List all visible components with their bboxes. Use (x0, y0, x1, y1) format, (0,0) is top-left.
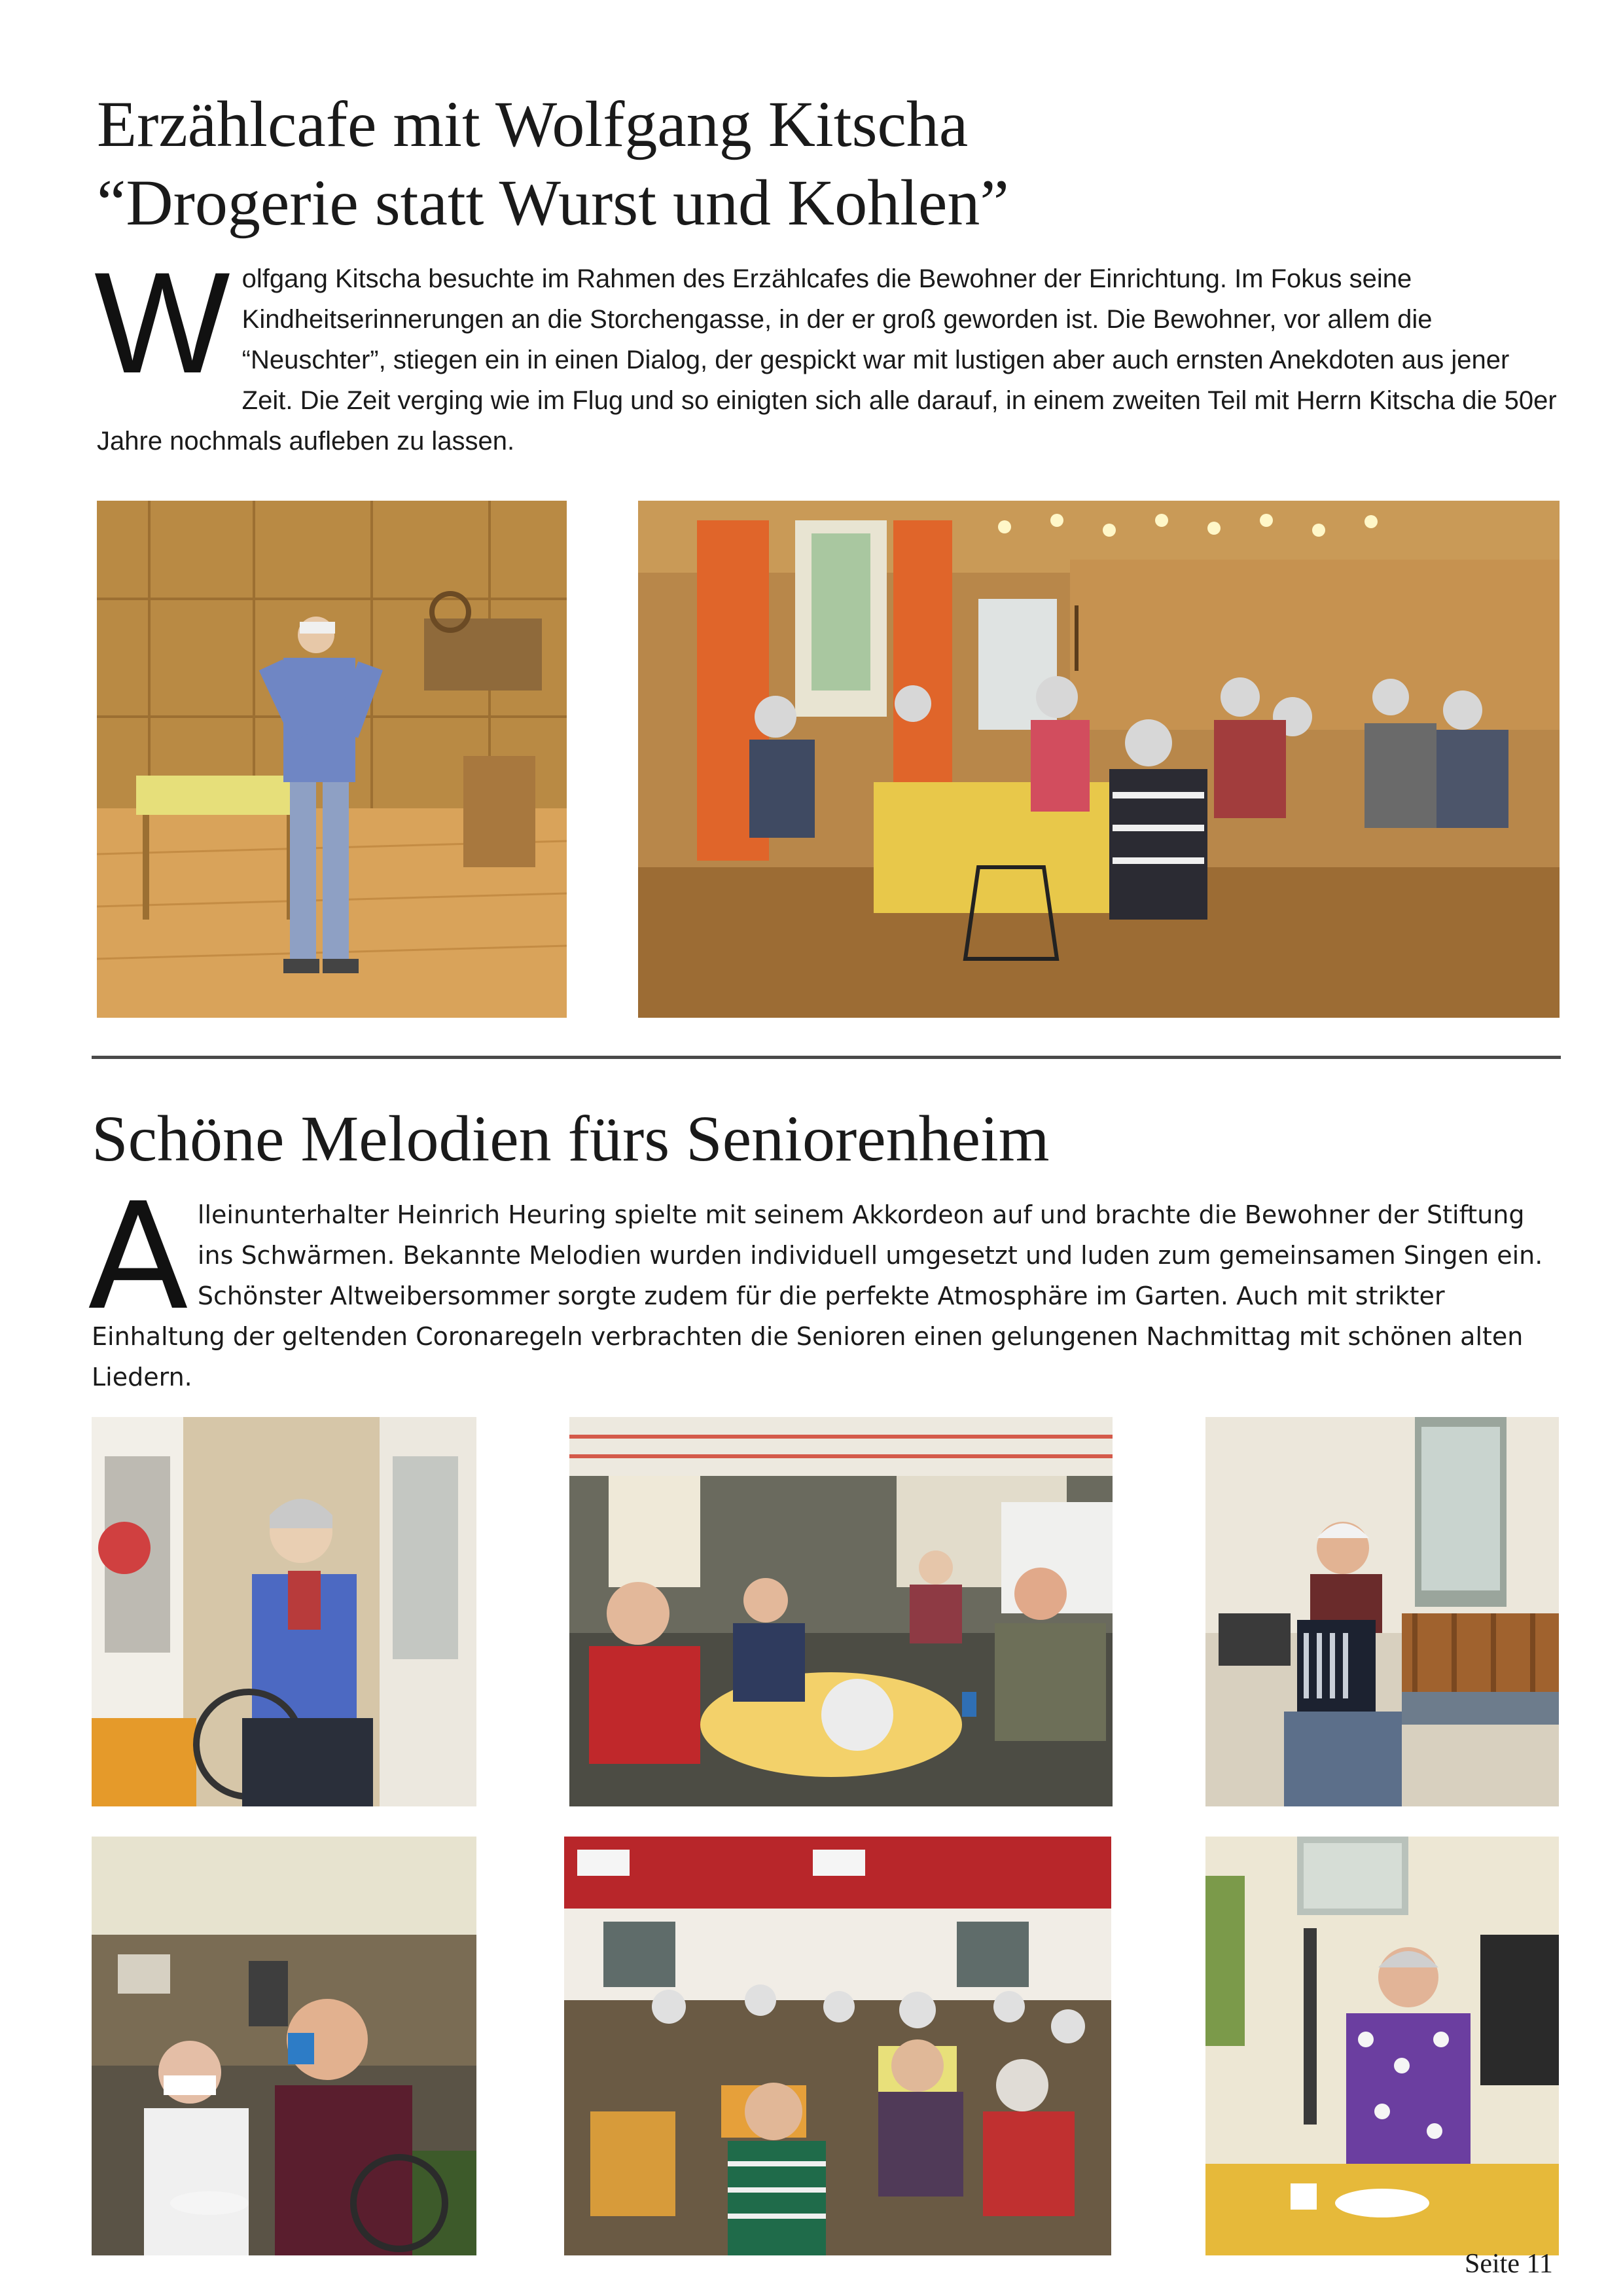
article1-title-line2: “Drogerie statt Wurst und Kohlen” (97, 166, 1009, 239)
page-number: Seite 11 (1465, 2249, 1553, 2279)
photo-audience (638, 501, 1560, 1018)
article2-body (88, 1172, 1561, 1397)
article1-body (94, 242, 1560, 461)
photo-resident-wheelchair (92, 1417, 476, 1806)
article1-paragraph: olfgang Kitscha besuchte im Rahmen des Erzählcafes die Bewohner der Einrichtung. Im Fokus seine Kindheitserinnerungen an die Storchengasse, in der er groß geworden ist. Die Bewohner, vor allem die “Neuschter”, stiegen ein in einen Dialog, der gespickt war mit lustigen aber auch ernsten Anekdoten aus jener Zeit. Die Zeit verging wie im Flug und so einigten sich alle darauf, in einem zweiten Teil mit Herrn Kitscha die 50er Jahre nochmals aufleben zu lassen. (97, 264, 1557, 456)
photo-caregiver-resident (92, 1837, 476, 2255)
photo-group-table (569, 1417, 1113, 1806)
article2-title: Schöne Melodien fürs Seniorenheim (92, 1102, 1050, 1175)
article1-dropcap: W (94, 242, 230, 403)
photo-speaker (97, 501, 567, 1018)
photo-resident-garden (1205, 1837, 1559, 2255)
article2-paragraph: lleinunterhalter Heinrich Heuring spielte mit seinem Akkordeon auf und brachte die Bewohner der Stiftung ins Schwärmen. Bekannte Melodien wurden individuell umgesetzt und luden zum gemeinsamen Singen ein. Schönster Altweibersommer sorgte zudem für die perfekte Atmosphäre im Garten. Auch mit strikter Einhaltung der geltenden Coronaregeln verbrachten die Senioren einen gelungenen Nachmittag mit schönen alten Liedern. (92, 1200, 1543, 1391)
photo-garden-umbrellas (564, 1837, 1111, 2255)
article2-dropcap: A (88, 1172, 188, 1343)
section-divider (92, 1056, 1561, 1059)
article1-title-line1: Erzählcafe mit Wolfgang Kitscha (97, 88, 969, 160)
photo-accordion-player (1205, 1417, 1559, 1806)
